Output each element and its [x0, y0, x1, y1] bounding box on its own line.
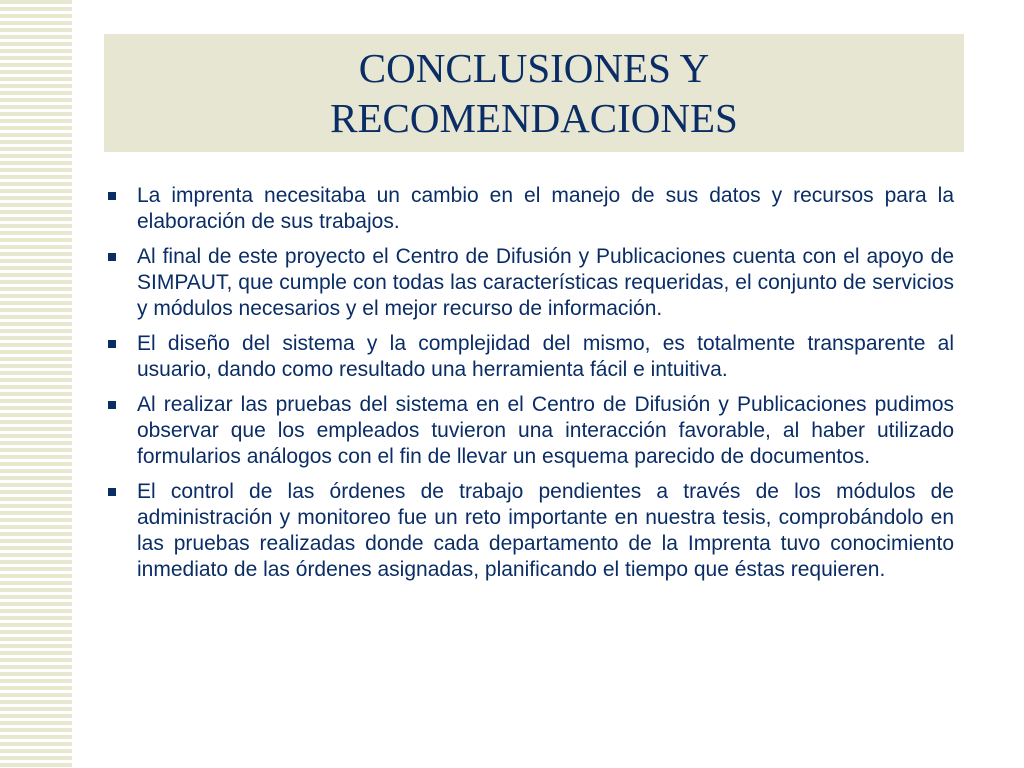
- bullet-item: [104, 331, 954, 383]
- square-bullet-icon: [108, 401, 116, 409]
- slide-title-line-2: RECOMENDACIONES: [330, 95, 738, 141]
- square-bullet-icon: [108, 253, 116, 261]
- bullet-text: El control de las órdenes de trabajo pendientes a través de los módulos de administración y monitoreo fue un reto importante en nuestra tesis, comprobándolo en las pruebas realizadas donde cada departamento de la Imprenta tuvo conocimiento inmediato de las órdenes asignadas, planificando el tiempo que éstas requieren.: [137, 480, 954, 581]
- bullet-item: [104, 392, 954, 470]
- square-bullet-icon: [108, 340, 116, 348]
- square-bullet-icon: [108, 192, 116, 200]
- bullet-text: La imprenta necesitaba un cambio en el manejo de sus datos y recursos para la elaboración de sus trabajos.: [137, 184, 954, 233]
- bullet-item: [104, 479, 954, 583]
- square-bullet-icon: [108, 488, 116, 496]
- bullet-text: El diseño del sistema y la complejidad del mismo, es totalmente transparente al usuario, dando como resultado una herramienta fácil e intuitiva.: [137, 332, 954, 381]
- bullet-list: [104, 183, 954, 592]
- bullet-text: Al final de este proyecto el Centro de Difusión y Publicaciones cuenta con el apoyo de SIMPAUT, que cumple con todas las características requeridas, el conjunto de servicios y módulos necesarios y el mejor recurso de información.: [137, 245, 954, 320]
- decorative-stripes: [0, 0, 72, 768]
- bullet-text: Al realizar las pruebas del sistema en el Centro de Difusión y Publicaciones pudimos observar que los empleados tuvieron una interacción favorable, al haber utilizado formularios análogos con el fin de llevar un esquema parecido de documentos.: [137, 393, 954, 468]
- title-banner: [104, 34, 964, 152]
- bullet-item: [104, 183, 954, 235]
- bullet-item: [104, 244, 954, 322]
- slide-title-line-1: CONCLUSIONES Y: [358, 45, 710, 91]
